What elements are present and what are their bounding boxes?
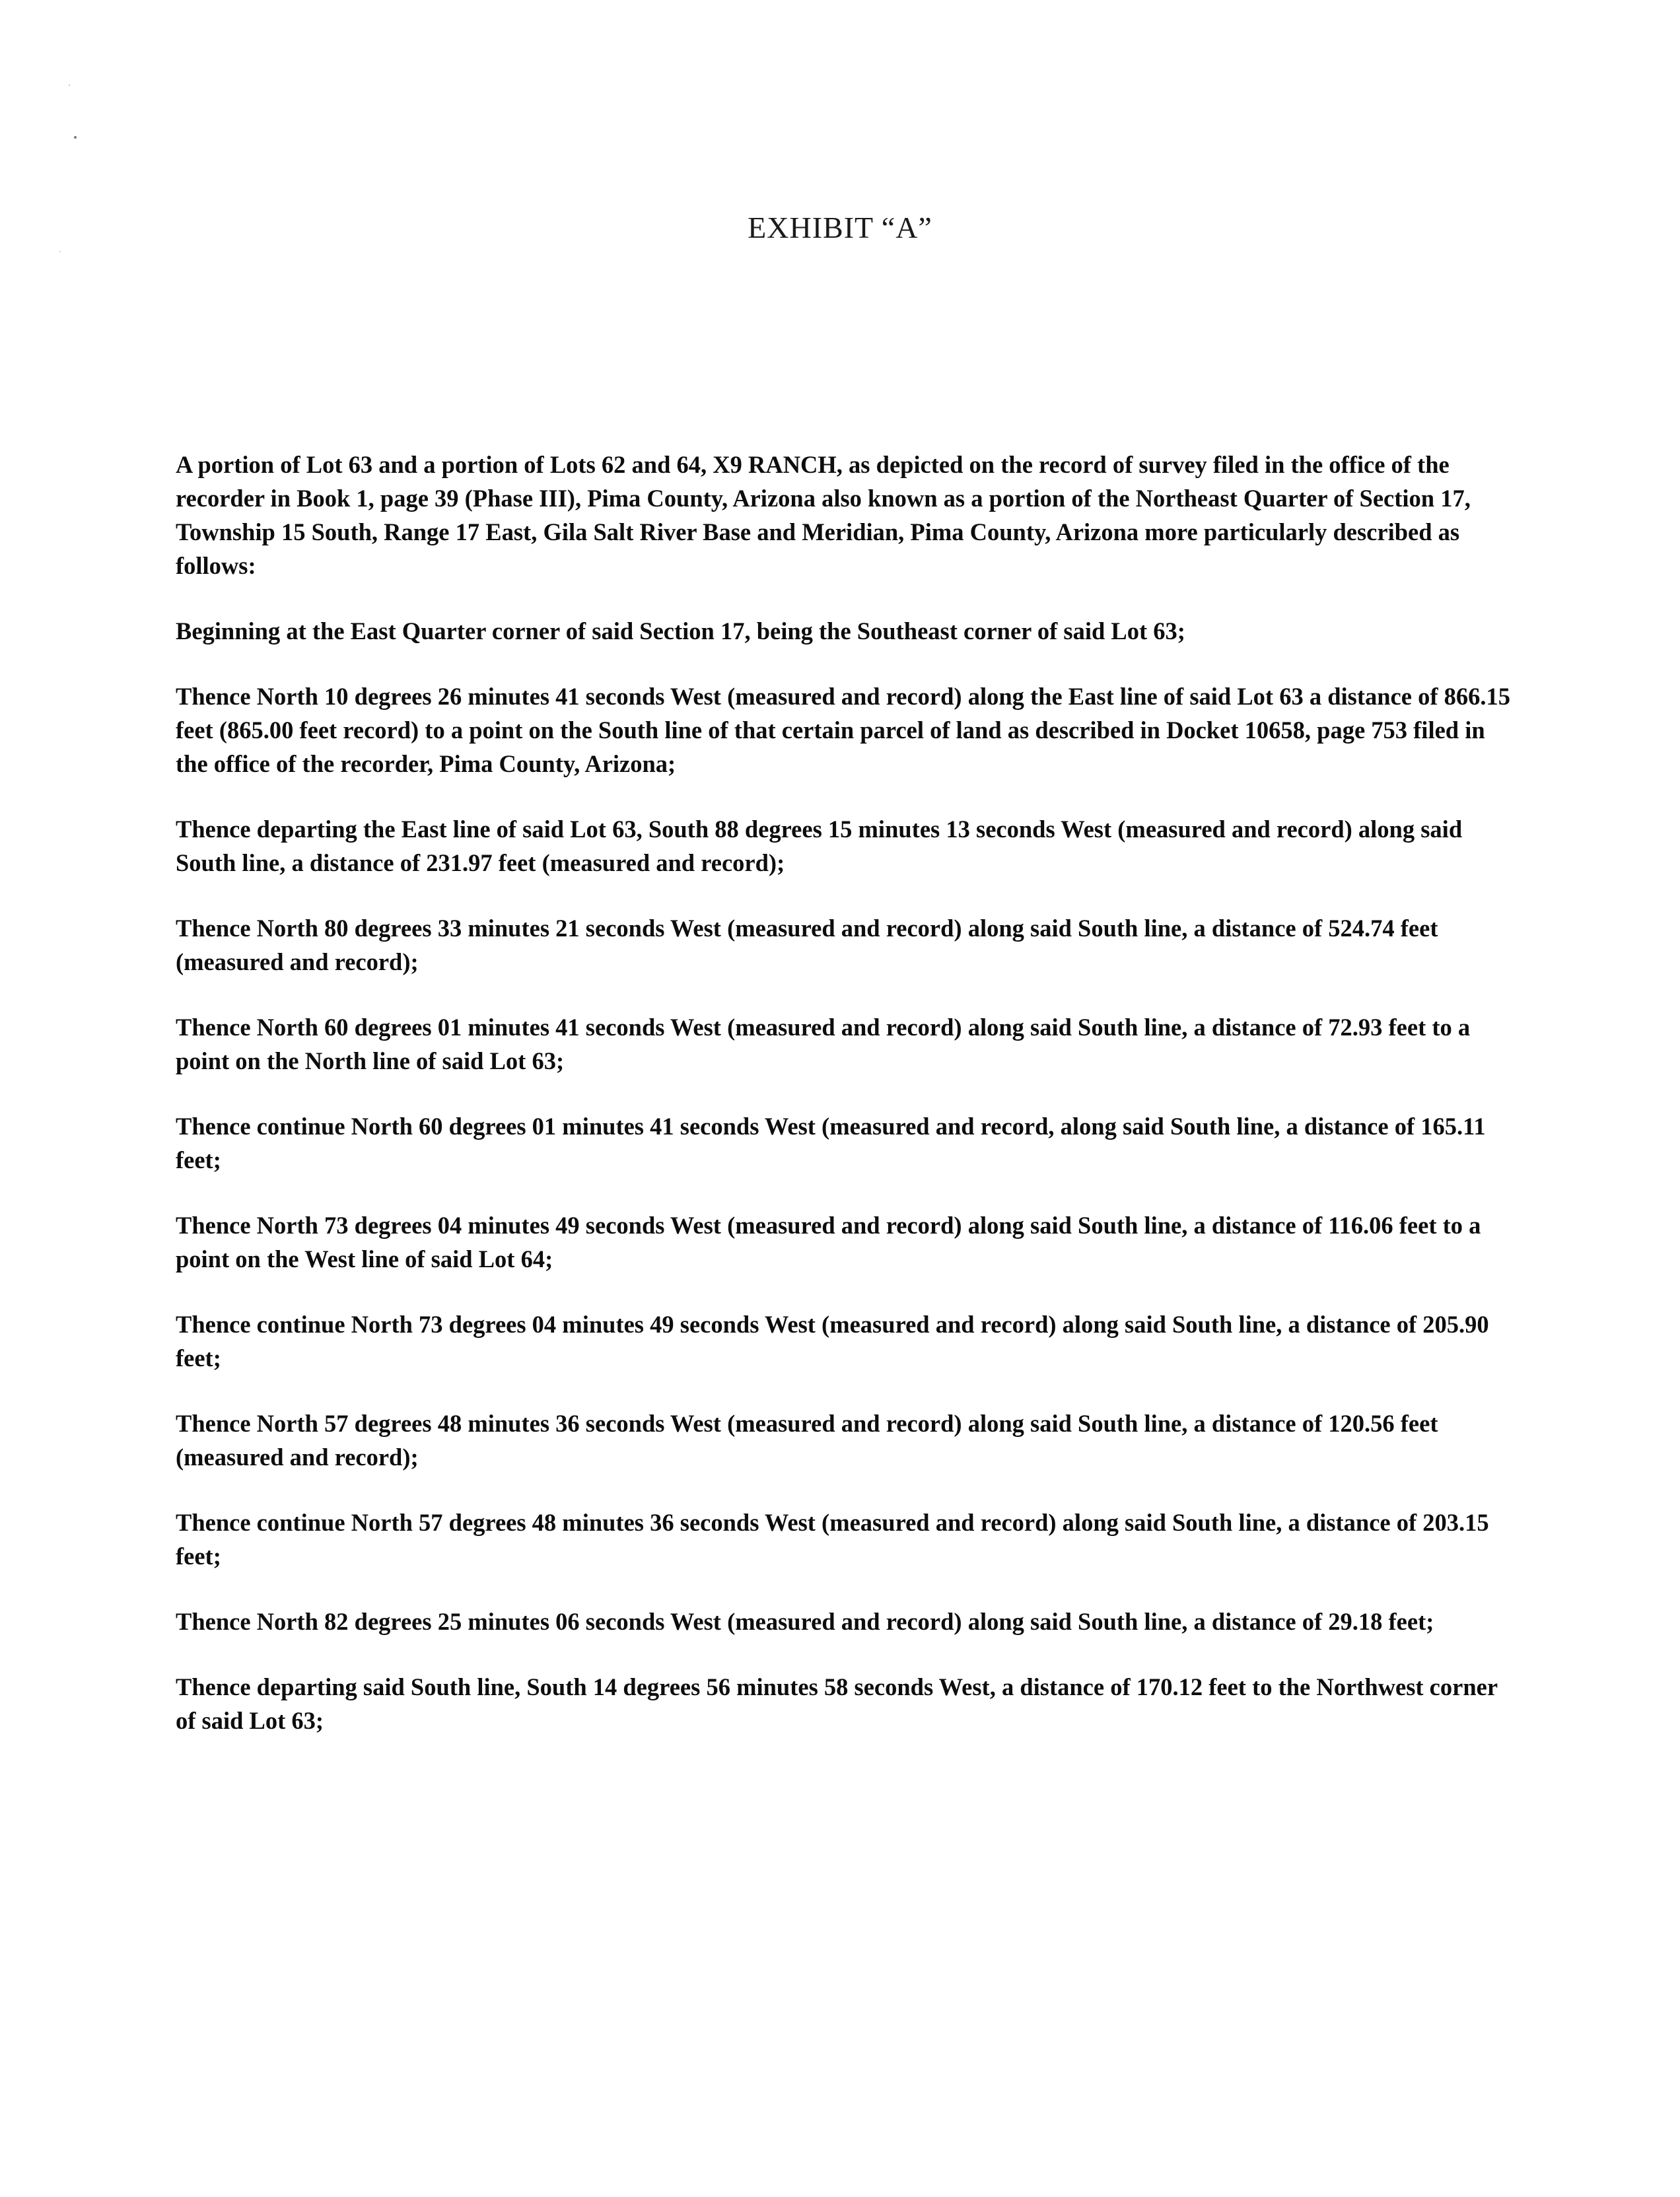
description-paragraph-course: Thence North 10 degrees 26 minutes 41 seconds West (measured and record) along the East line of said Lot 63 a distance of 866.15 feet (865.00 feet record) to a point on the South line of that certain parcel of land as described in Docket 10658, page 753 filed in the office of the recorder, Pima County, Arizona; xyxy=(176,683,1510,777)
description-paragraph-course: Thence continue North 73 degrees 04 minutes 49 seconds West (measured and record) along said South line, a distance of 205.90 feet; xyxy=(176,1311,1489,1372)
description-paragraph-course: Thence North 57 degrees 48 minutes 36 seconds West (measured and record) along said South line, a distance of 120.56 feet (measured and record); xyxy=(176,1410,1438,1471)
scan-speck xyxy=(69,85,70,86)
scan-speck xyxy=(59,251,61,252)
description-paragraph-course: Thence North 80 degrees 33 minutes 21 seconds West (measured and record) along said South line, a distance of 524.74 feet (measured and record); xyxy=(176,915,1438,975)
scan-speck xyxy=(74,136,77,139)
exhibit-title: EXHIBIT “A” xyxy=(748,211,932,244)
legal-description xyxy=(176,448,1523,1769)
description-paragraph-course: Thence North 73 degrees 04 minutes 49 seconds West (measured and record) along said South line, a distance of 116.06 feet to a point on the West line of said Lot 64; xyxy=(176,1212,1481,1273)
description-paragraph-course: Thence North 82 degrees 25 minutes 06 seconds West (measured and record) along said South line, a distance of 29.18 feet; xyxy=(176,1608,1434,1635)
description-paragraph-course: Thence North 60 degrees 01 minutes 41 seconds West (measured and record) along said South line, a distance of 72.93 feet to a point on the North line of said Lot 63; xyxy=(176,1014,1471,1074)
description-paragraph-beginning: Beginning at the East Quarter corner of said Section 17, being the Southeast corner of said Lot 63; xyxy=(176,617,1185,645)
description-paragraph-course: Thence continue North 57 degrees 48 minutes 36 seconds West (measured and record) along said South line, a distance of 203.15 feet; xyxy=(176,1509,1489,1570)
description-paragraph-course: Thence departing said South line, South 14 degrees 56 minutes 58 seconds West, a distance of 170.12 feet to the Northwest corner of said Lot 63; xyxy=(176,1673,1498,1734)
description-paragraph-course: Thence departing the East line of said Lot 63, South 88 degrees 15 minutes 13 seconds West (measured and record) along said South line, a distance of 231.97 feet (measured and record); xyxy=(176,816,1463,876)
description-paragraph-intro: A portion of Lot 63 and a portion of Lots 62 and 64, X9 RANCH, as depicted on the record of survey filed in the office of the recorder in Book 1, page 39 (Phase III), Pima County, Arizona also known as a portion of the Northeast Quarter of Section 17, Township 15 South, Range 17 East, Gila Salt River Base and Meridian, Pima County, Arizona more particularly described as follows: xyxy=(176,451,1471,579)
description-paragraph-course: Thence continue North 60 degrees 01 minutes 41 seconds West (measured and record, along said South line, a distance of 165.11 feet; xyxy=(176,1113,1486,1173)
